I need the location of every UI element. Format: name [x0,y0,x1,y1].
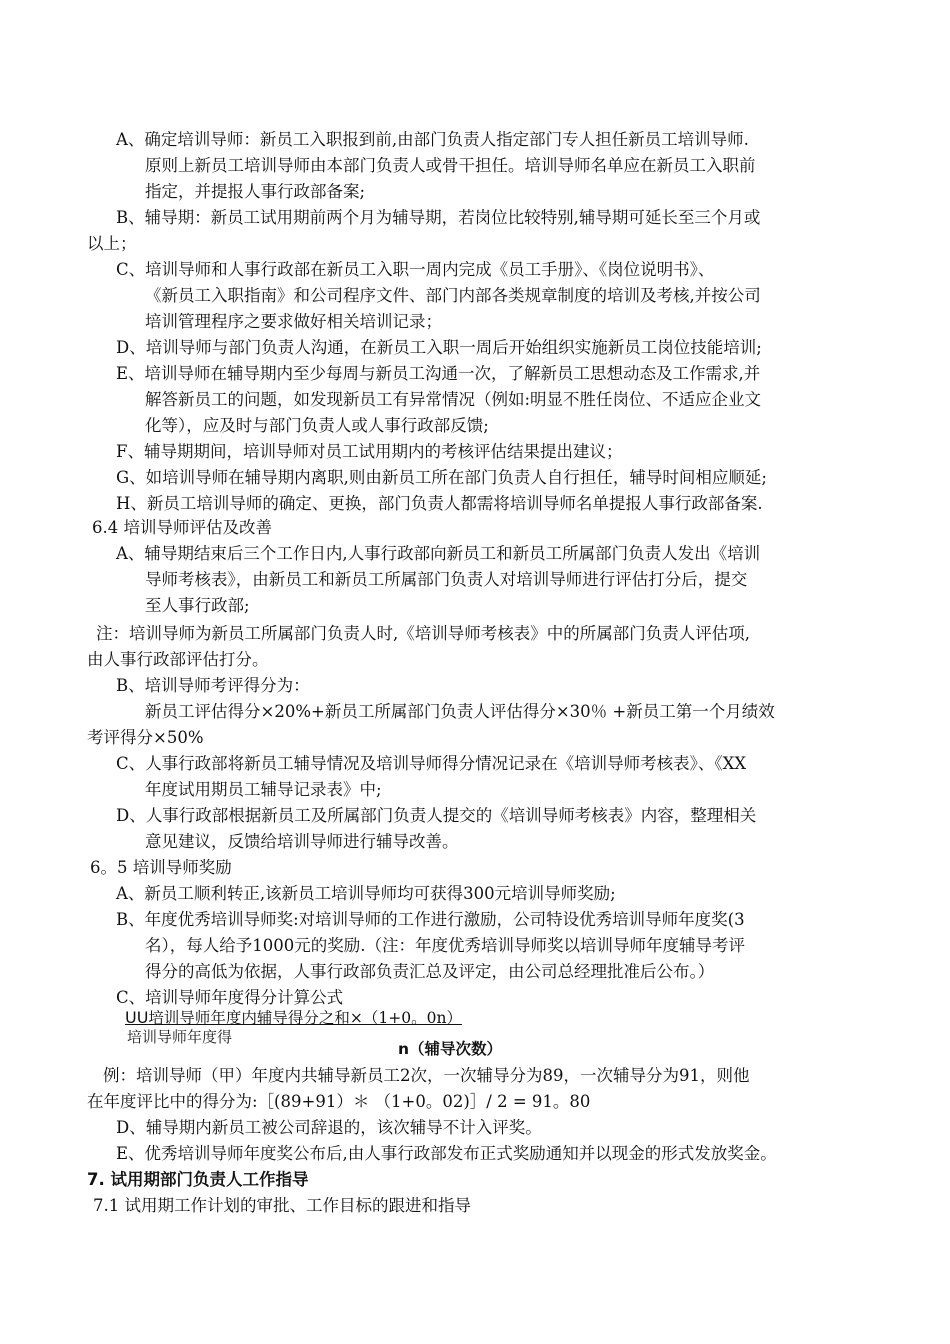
item-b: B、培训导师考评得分为： [116,676,310,695]
item-c: C、培训导师年度得分计算公式 [116,988,344,1007]
item-e: E、培训导师在辅导期内至少每周与新员工沟通一次，了解新员工思想动态及工作需求,并 [116,364,761,383]
item-b-cont: 以上； [87,234,137,253]
item-e-cont: 解答新员工的问题，如发现新员工有异常情况（例如:明显不胜任岗位、不适应企业文 [145,390,762,409]
formula-denominator: n（辅导次数） [398,1040,503,1058]
section-6-5-heading: 6。5 培训导师奖励 [90,858,232,877]
item-d: D、培训导师与部门负责人沟通，在新员工入职一周后开始组织实施新员工岗位技能培训; [116,338,762,357]
item-c: C、培训导师和人事行政部在新员工入职一周内完成《员工手册》、《岗位说明书》、 [116,260,715,279]
item-e-cont: 化等），应及时与部门负责人或人事行政部反馈; [145,416,489,435]
formula-prefix: UU [125,1008,149,1027]
item-a-cont: 原则上新员工培训导师由本部门负责人或骨干担任。培训导师名单应在新员工入职前 [145,156,756,175]
item-a-cont: 至人事行政部; [145,596,250,615]
example-cont: 在年度评比中的得分为:［(89+91）＊ （1+0。02)］/ 2 = 91。80 [87,1092,591,1111]
item-b-cont: 名），每人给予1000元的奖励.（注：年度优秀培训导师奖以培训导师年度辅导考评 [145,936,745,955]
item-h: H、新员工培训导师的确定、更换，部门负责人都需将培训导师名单提报人事行政部备案. [116,494,763,513]
item-b: B、年度优秀培训导师奖:对培训导师的工作进行激励，公司特设优秀培训导师年度奖(3 [116,910,745,929]
score-formula: 新员工评估得分×20%+新员工所属部门负责人评估得分×30％ +新员工第一个月绩效 [145,702,775,721]
item-c-cont: 《新员工入职指南》和公司程序文件、部门内部各类规章制度的培训及考核,并按公司 [145,286,761,305]
item-a: A、辅导期结束后三个工作日内,人事行政部向新员工和新员工所属部门负责人发出《培训 [116,544,761,563]
note: 注：培训导师为新员工所属部门负责人时,《培训导师考核表》中的所属部门负责人评估项, [96,624,750,643]
item-d-cont: 意见建议，反馈给培训导师进行辅导改善。 [145,832,459,851]
item-a: A、新员工顺利转正,该新员工培训导师均可获得300元培训导师奖励; [116,884,616,903]
item-a-cont: 指定，并提报人事行政部备案; [145,182,366,201]
formula-numerator [125,1007,462,1029]
formula-fragment: 培训导师年度得 [127,1028,233,1046]
section-7-heading: 7. 试用期部门负责人工作指导 [87,1170,309,1189]
example: 例：培训导师（甲）年度内共辅导新员工2次，一次辅导分为89，一次辅导分为91，则他 [103,1066,750,1085]
formula-numerator-text: 培训导师年度内辅导得分之和×（1+0。0n） [148,1009,462,1027]
section-7-1-heading: 7.1 试用期工作计划的审批、工作目标的跟进和指导 [93,1196,471,1215]
item-c: C、人事行政部将新员工辅导情况及培训导师得分情况记录在《培训导师考核表》、《XX [116,754,747,773]
item-e: E、优秀培训导师年度奖公布后,由人事行政部发布正式奖励通知并以现金的形式发放奖金。 [116,1144,777,1163]
item-b: B、辅导期：新员工试用期前两个月为辅导期，若岗位比较特别,辅导期可延长至三个月或 [116,208,761,227]
item-c-cont: 年度试用期员工辅导记录表》中; [145,780,382,799]
item-d: D、人事行政部根据新员工及所属部门负责人提交的《培训导师考核表》内容，整理相关 [116,806,757,825]
note-cont: 由人事行政部评估打分。 [87,650,269,669]
item-b-cont: 得分的高低为依据，人事行政部负责汇总及评定，由公司总经理批准后公布。） [145,962,715,981]
item-f: F、辅导期期间，培训导师对员工试用期内的考核评估结果提出建议； [116,442,623,461]
item-g: G、如培训导师在辅导期内离职,则由新员工所在部门负责人自行担任，辅导时间相应顺延; [116,468,767,487]
score-formula-cont: 考评得分×50% [87,728,204,747]
item-a: A、确定培训导师：新员工入职报到前,由部门负责人指定部门专人担任新员工培训导师. [116,130,749,149]
item-c-cont: 培训管理程序之要求做好相关培训记录； [145,312,442,331]
item-a-cont: 导师考核表》，由新员工和新员工所属部门负责人对培训导师进行评估打分后，提交 [145,570,748,589]
item-d: D、辅导期内新员工被公司辞退的，该次辅导不计入评奖。 [116,1118,542,1137]
section-6-4-heading: 6.4 培训导师评估及改善 [92,518,272,537]
